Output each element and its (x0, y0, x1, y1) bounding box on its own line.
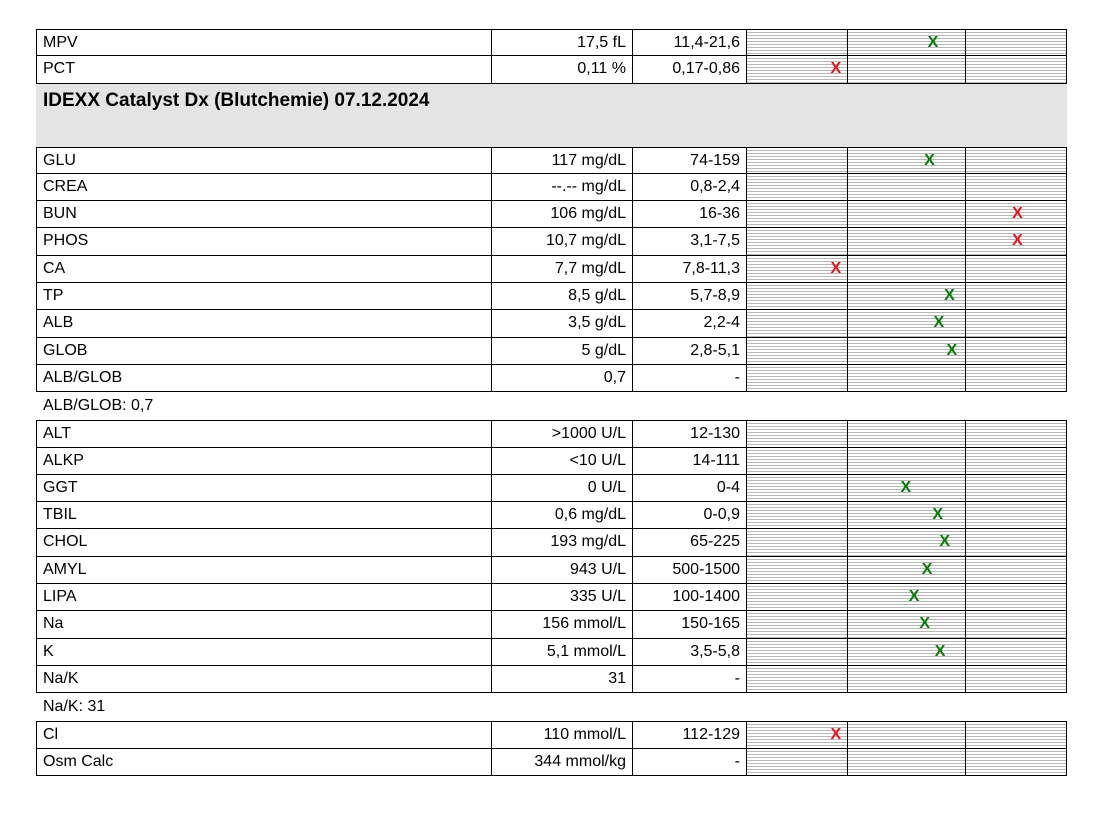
parameter-value: 193 mg/dL (491, 529, 632, 555)
result-mark-normal: X (921, 560, 933, 578)
section-header: IDEXX Catalyst Dx (Blutchemie) 07.12.2024 (36, 84, 1067, 147)
zone-high (965, 529, 1066, 555)
parameter-value: 335 U/L (491, 584, 632, 610)
zone-high (965, 256, 1066, 282)
parameter-name: ALB (43, 314, 74, 332)
parameter-name: CA (43, 259, 66, 277)
zone-low (746, 666, 847, 692)
table-row (36, 228, 1067, 255)
zone-low (746, 529, 847, 555)
parameter-name: GLU (43, 151, 76, 169)
zone-normal (847, 722, 965, 747)
table-row (36, 365, 1067, 392)
summary-note: Na/K: 31 (43, 698, 106, 716)
parameter-name: AMYL (43, 560, 87, 578)
zone-high (965, 502, 1066, 528)
zone-low (746, 639, 847, 665)
reference-range: 3,5-5,8 (632, 639, 746, 665)
parameter-value: <10 U/L (491, 448, 632, 474)
table-row (36, 666, 1067, 693)
result-mark-normal: X (924, 151, 935, 169)
zone-low (746, 611, 847, 637)
zone-low (746, 749, 847, 775)
table-row (36, 201, 1067, 228)
result-mark-low: X (830, 259, 842, 277)
zone-normal (847, 56, 965, 82)
reference-range: 2,8-5,1 (632, 338, 746, 364)
table-row (36, 283, 1067, 310)
zone-low (746, 201, 847, 227)
table-row (36, 584, 1067, 611)
reference-range: 2,2-4 (632, 310, 746, 336)
table-row (36, 174, 1067, 201)
result-mark-normal: X (908, 588, 920, 606)
parameter-value: 344 mmol/kg (491, 749, 632, 775)
parameter-name: PHOS (43, 232, 89, 250)
zone-high (965, 722, 1066, 747)
parameter-name: PCT (43, 60, 75, 78)
result-mark-high: X (1012, 232, 1023, 250)
zone-normal (847, 256, 965, 282)
zone-low (746, 475, 847, 501)
reference-range: - (632, 666, 746, 692)
result-mark-normal: X (934, 642, 946, 660)
reference-range: 3,1-7,5 (632, 228, 746, 254)
zone-low (746, 56, 847, 82)
reference-range: 100-1400 (632, 584, 746, 610)
zone-high (965, 148, 1066, 173)
parameter-name: ALB/GLOB (43, 368, 123, 386)
zone-high (965, 228, 1066, 254)
reference-range: - (632, 365, 746, 391)
zone-high (965, 448, 1066, 474)
zone-low (746, 174, 847, 200)
reference-range: 5,7-8,9 (632, 283, 746, 309)
table-row (36, 448, 1067, 475)
zone-low (746, 584, 847, 610)
parameter-value: 106 mg/dL (491, 201, 632, 227)
table-row (36, 56, 1067, 83)
zone-low (746, 310, 847, 336)
zone-normal (847, 475, 965, 501)
parameter-value: 0,7 (491, 365, 632, 391)
summary-note: ALB/GLOB: 0,7 (43, 397, 154, 415)
reference-range: 0-4 (632, 475, 746, 501)
reference-range: 14-111 (632, 448, 746, 474)
parameter-name: Na/K (43, 669, 79, 687)
zone-low (746, 338, 847, 364)
zone-normal (847, 283, 965, 309)
parameter-name: Cl (43, 726, 59, 744)
parameter-value: 7,7 mg/dL (491, 256, 632, 282)
table-row (36, 749, 1067, 776)
table-row (36, 611, 1067, 638)
parameter-name: ALKP (43, 451, 84, 469)
zone-high (965, 475, 1066, 501)
parameter-value: >1000 U/L (491, 421, 632, 446)
zone-normal (847, 228, 965, 254)
zone-low (746, 557, 847, 583)
parameter-name: ALT (43, 425, 72, 443)
parameter-name: BUN (43, 205, 77, 223)
parameter-name: Na (43, 615, 64, 633)
lab-report (36, 29, 1067, 776)
zone-normal (847, 421, 965, 446)
parameter-name: GGT (43, 478, 78, 496)
parameter-value: 943 U/L (491, 557, 632, 583)
parameter-name: TBIL (43, 506, 77, 524)
result-mark-low: X (830, 726, 842, 744)
zone-normal (847, 611, 965, 637)
parameter-value: 8,5 g/dL (491, 283, 632, 309)
zone-low (746, 421, 847, 446)
parameter-value: --.-- mg/dL (491, 174, 632, 200)
zone-high (965, 338, 1066, 364)
parameter-name: LIPA (43, 588, 77, 606)
parameter-name: Osm Calc (43, 752, 114, 770)
reference-range: 0-0,9 (632, 502, 746, 528)
zone-high (965, 749, 1066, 775)
parameter-value: 110 mmol/L (491, 722, 632, 747)
zone-high (965, 56, 1066, 82)
table-row (36, 29, 1067, 56)
zone-low (746, 722, 847, 747)
result-mark-normal: X (946, 341, 958, 359)
zone-high (965, 639, 1066, 665)
parameter-value: 17,5 fL (491, 30, 632, 55)
reference-range: 112-129 (632, 722, 746, 747)
parameter-value: 5,1 mmol/L (491, 639, 632, 665)
reference-range: 0,17-0,86 (632, 56, 746, 82)
zone-high (965, 365, 1066, 391)
zone-normal (847, 557, 965, 583)
result-mark-normal: X (939, 533, 951, 551)
zone-high (965, 584, 1066, 610)
zone-low (746, 148, 847, 173)
zone-normal (847, 148, 965, 173)
result-mark-normal: X (927, 34, 939, 51)
reference-range: - (632, 749, 746, 775)
table-row (36, 338, 1067, 365)
parameter-name: GLOB (43, 341, 88, 359)
zone-normal (847, 338, 965, 364)
zone-normal (847, 448, 965, 474)
zone-normal (847, 174, 965, 200)
parameter-value: 0 U/L (491, 475, 632, 501)
table-row (36, 529, 1067, 556)
parameter-name: MPV (43, 34, 78, 51)
table-row (36, 475, 1067, 502)
result-mark-normal: X (932, 506, 944, 524)
table-row (36, 557, 1067, 584)
zone-high (965, 174, 1066, 200)
zone-low (746, 256, 847, 282)
zone-normal (847, 201, 965, 227)
reference-range: 7,8-11,3 (632, 256, 746, 282)
reference-range: 11,4-21,6 (632, 30, 746, 55)
zone-low (746, 228, 847, 254)
table-row (36, 639, 1067, 666)
parameter-value: 3,5 g/dL (491, 310, 632, 336)
reference-range: 150-165 (632, 611, 746, 637)
zone-high (965, 283, 1066, 309)
parameter-value: 5 g/dL (491, 338, 632, 364)
reference-range: 0,8-2,4 (632, 174, 746, 200)
parameter-value: 0,6 mg/dL (491, 502, 632, 528)
zone-high (965, 30, 1066, 55)
result-mark-low: X (830, 60, 842, 78)
reference-range: 12-130 (632, 421, 746, 446)
parameter-name: CREA (43, 177, 88, 195)
reference-range: 74-159 (632, 148, 746, 173)
zone-normal (847, 529, 965, 555)
reference-range: 65-225 (632, 529, 746, 555)
zone-low (746, 365, 847, 391)
zone-high (965, 611, 1066, 637)
zone-high (965, 421, 1066, 446)
zone-normal (847, 639, 965, 665)
reference-range: 16-36 (632, 201, 746, 227)
table-row (36, 502, 1067, 529)
result-mark-normal: X (900, 478, 912, 496)
zone-normal (847, 749, 965, 775)
zone-low (746, 30, 847, 55)
table-row (36, 721, 1067, 748)
table-row (36, 420, 1067, 447)
result-mark-normal: X (944, 287, 955, 305)
parameter-value: 156 mmol/L (491, 611, 632, 637)
zone-high (965, 310, 1066, 336)
parameter-name: TP (43, 287, 64, 305)
zone-high (965, 666, 1066, 692)
zone-high (965, 557, 1066, 583)
zone-normal (847, 666, 965, 692)
result-mark-normal: X (919, 615, 931, 633)
zone-normal (847, 30, 965, 55)
zone-low (746, 448, 847, 474)
parameter-value: 10,7 mg/dL (491, 228, 632, 254)
zone-normal (847, 310, 965, 336)
parameter-value: 117 mg/dL (491, 148, 632, 173)
result-mark-high: X (1012, 205, 1023, 223)
zone-low (746, 283, 847, 309)
reference-range: 500-1500 (632, 557, 746, 583)
zone-normal (847, 365, 965, 391)
parameter-value: 31 (491, 666, 632, 692)
parameter-name: K (43, 642, 54, 660)
zone-normal (847, 584, 965, 610)
parameter-name: CHOL (43, 533, 88, 551)
table-row (36, 147, 1067, 174)
parameter-value: 0,11 % (491, 56, 632, 82)
zone-normal (847, 502, 965, 528)
zone-low (746, 502, 847, 528)
table-row (36, 256, 1067, 283)
result-mark-normal: X (933, 314, 945, 332)
table-row (36, 310, 1067, 337)
zone-high (965, 201, 1066, 227)
